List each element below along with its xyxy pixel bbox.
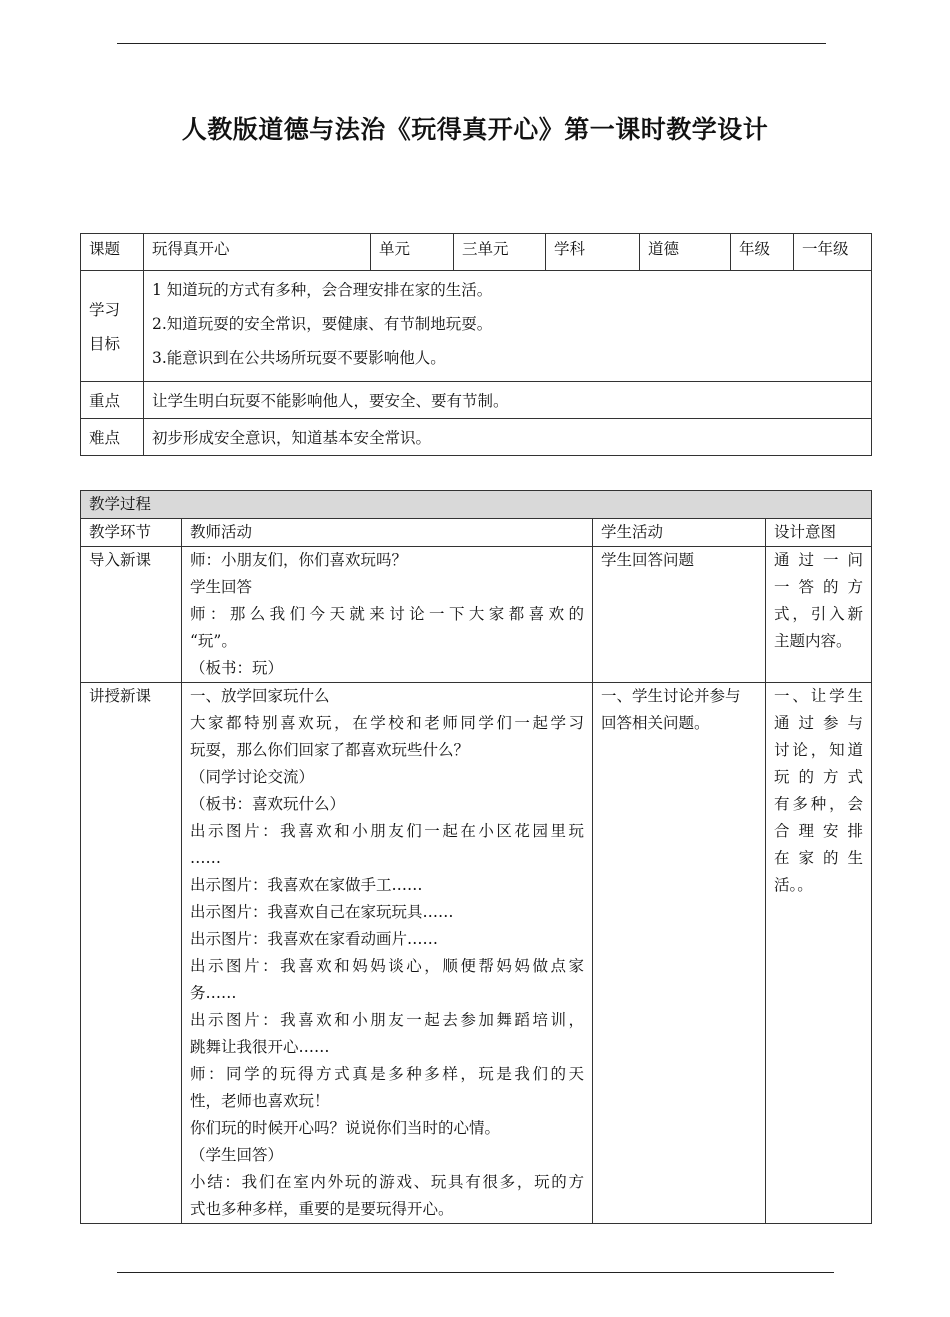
teacher-line: 师：同学的玩得方式真是多种多样，玩是我们的天 bbox=[190, 1065, 584, 1083]
info-row-basic bbox=[81, 234, 872, 271]
student-activity-cell bbox=[593, 547, 766, 683]
teacher-line: 出示图片：我喜欢自己在家玩玩具…… bbox=[190, 903, 454, 921]
intent-line: 合理安排 bbox=[774, 822, 864, 840]
teacher-activity-cell bbox=[182, 683, 593, 1224]
teacher-line: 出示图片：我喜欢在家做手工…… bbox=[190, 876, 423, 894]
student-line: 学生回答问题 bbox=[601, 551, 695, 569]
grade-label: 年级 bbox=[731, 234, 794, 271]
teacher-line: （同学讨论交流） bbox=[190, 768, 315, 786]
teacher-line: 你们玩的时候开心吗？说说你们当时的心情。 bbox=[190, 1119, 501, 1137]
teacher-line: 一、放学回家玩什么 bbox=[190, 687, 330, 705]
process-section-title: 教学过程 bbox=[81, 491, 872, 519]
teacher-activity-cell bbox=[182, 547, 593, 683]
student-line: 一、学生讨论并参与 bbox=[601, 687, 741, 705]
design-intent-cell bbox=[766, 547, 872, 683]
process-row-lecture bbox=[81, 683, 872, 1224]
teacher-line: “玩”。 bbox=[190, 632, 237, 650]
header-teacher: 教师活动 bbox=[182, 519, 593, 547]
lesson-info-table bbox=[80, 233, 872, 456]
page-title: 人教版道德与法治《玩得真开心》第一课时教学设计 bbox=[181, 115, 769, 144]
key-value: 让学生明白玩耍不能影响他人，要安全、要有节制。 bbox=[144, 382, 872, 419]
teacher-line: 师：那么我们今天就来讨论一下大家都喜欢的 bbox=[190, 605, 584, 623]
intent-line: 玩的方式 bbox=[774, 768, 864, 786]
teacher-line: 师：小朋友们，你们喜欢玩吗？ bbox=[190, 551, 408, 569]
topic-value: 玩得真开心 bbox=[144, 234, 371, 271]
subject-label: 学科 bbox=[546, 234, 640, 271]
intent-line: 通过一问 bbox=[774, 551, 864, 569]
footer-rule bbox=[117, 1272, 834, 1273]
goals-value bbox=[144, 271, 872, 382]
intent-line: 主题内容。 bbox=[774, 632, 852, 650]
teacher-line: （学生回答） bbox=[190, 1146, 284, 1164]
header-stage: 教学环节 bbox=[81, 519, 182, 547]
design-intent-cell bbox=[766, 683, 872, 1224]
teacher-line: （板书：玩） bbox=[190, 659, 284, 677]
teacher-line: 性，老师也喜欢玩！ bbox=[190, 1092, 330, 1110]
teacher-line: 跳舞让我很开心…… bbox=[190, 1038, 330, 1056]
header-intent: 设计意图 bbox=[766, 519, 872, 547]
subject-value: 道德 bbox=[640, 234, 731, 271]
difficulty-label: 难点 bbox=[81, 419, 144, 456]
teacher-line: 出示图片：我喜欢和小朋友们一起在小区花园里玩 bbox=[190, 822, 584, 840]
teacher-line: 出示图片：我喜欢和妈妈谈心，顺便帮妈妈做点家 bbox=[190, 957, 584, 975]
unit-label: 单元 bbox=[371, 234, 454, 271]
goal-item: 3.能意识到在公共场所玩耍不要影响他人。 bbox=[152, 349, 446, 367]
header-rule bbox=[117, 43, 826, 44]
teacher-line: …… bbox=[190, 849, 221, 867]
info-row-goals bbox=[81, 271, 872, 382]
teaching-process-table bbox=[80, 490, 872, 1224]
header-student: 学生活动 bbox=[593, 519, 766, 547]
teacher-line: 出示图片：我喜欢在家看动画片…… bbox=[190, 930, 439, 948]
student-line: 回答相关问题。 bbox=[601, 714, 710, 732]
intent-line: 在家的生 bbox=[774, 849, 864, 867]
intent-line: 式，引入新 bbox=[774, 605, 864, 623]
topic-label: 课题 bbox=[81, 234, 144, 271]
stage-cell: 导入新课 bbox=[81, 547, 182, 683]
teacher-line: （板书：喜欢玩什么） bbox=[190, 795, 346, 813]
intent-line: 一答的方 bbox=[774, 578, 864, 596]
teacher-line: 出示图片：我喜欢和小朋友一起去参加舞蹈培训， bbox=[190, 1011, 584, 1029]
goals-label bbox=[81, 271, 144, 382]
process-section-row bbox=[81, 491, 872, 519]
teacher-line: 小结：我们在室内外玩的游戏、玩具有很多，玩的方 bbox=[190, 1173, 584, 1191]
goal-item: 2.知道玩耍的安全常识，要健康、有节制地玩耍。 bbox=[152, 315, 493, 333]
teacher-line: 大家都特别喜欢玩，在学校和老师同学们一起学习 bbox=[190, 714, 584, 732]
goal-item: 1 知道玩的方式有多种，会合理安排在家的生活。 bbox=[152, 281, 493, 299]
intent-line: 讨论，知道 bbox=[774, 741, 864, 759]
info-row-key bbox=[81, 382, 872, 419]
process-header-row bbox=[81, 519, 872, 547]
key-label: 重点 bbox=[81, 382, 144, 419]
intent-line: 活。。 bbox=[774, 876, 813, 894]
goals-label-line-2: 目标 bbox=[89, 335, 121, 353]
intent-line: 通过参与 bbox=[774, 714, 864, 732]
teacher-line: 式也多种多样，重要的是要玩得开心。 bbox=[190, 1200, 454, 1218]
teacher-line: 务…… bbox=[190, 984, 237, 1002]
stage-cell: 讲授新课 bbox=[81, 683, 182, 1224]
unit-value: 三单元 bbox=[454, 234, 546, 271]
student-activity-cell bbox=[593, 683, 766, 1224]
intent-line: 一、让学生 bbox=[774, 687, 864, 705]
info-row-difficulty bbox=[81, 419, 872, 456]
grade-value: 一年级 bbox=[794, 234, 872, 271]
process-row-intro bbox=[81, 547, 872, 683]
teacher-line: 玩耍，那么你们回家了都喜欢玩些什么？ bbox=[190, 741, 470, 759]
difficulty-value: 初步形成安全意识，知道基本安全常识。 bbox=[144, 419, 872, 456]
teacher-line: 学生回答 bbox=[190, 578, 253, 596]
intent-line: 有多种，会 bbox=[774, 795, 864, 813]
goals-label-line-1: 学习 bbox=[89, 301, 121, 319]
